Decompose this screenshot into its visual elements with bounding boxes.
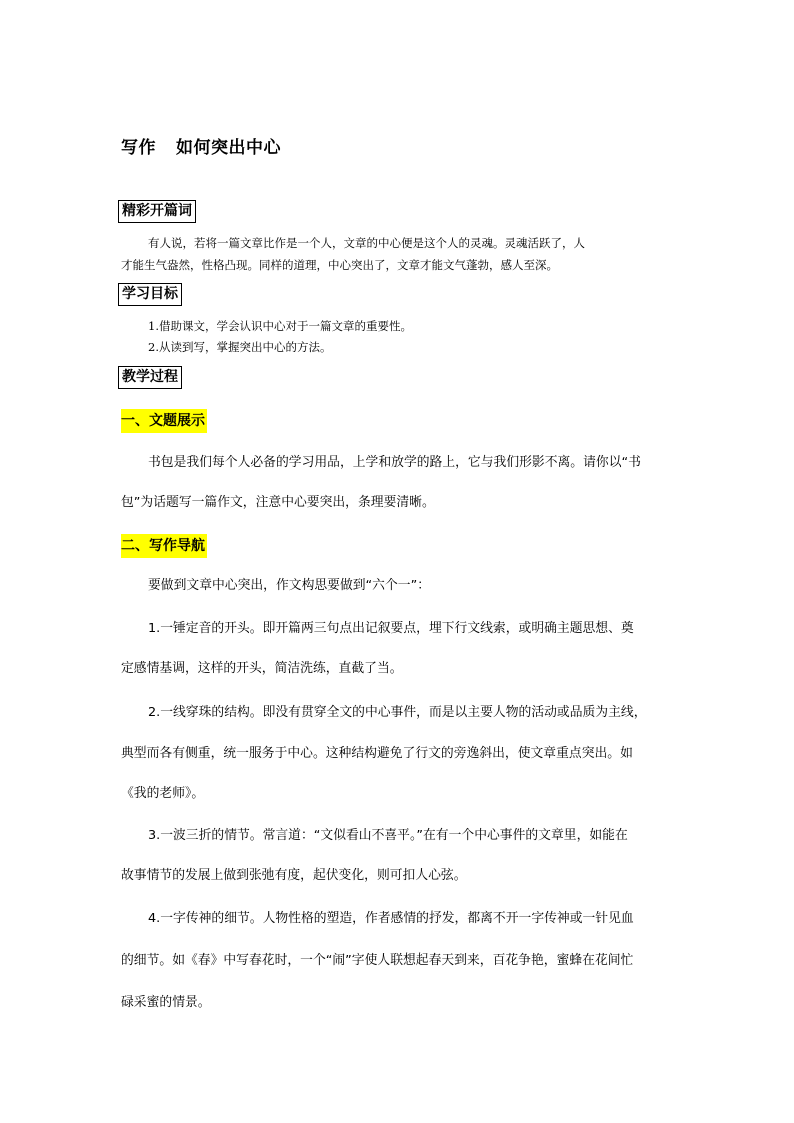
prompt-line-1: 书包是我们每个人必备的学习用品，上学和放学的路上，它与我们形影不离。请你以“书	[148, 455, 641, 470]
point-4-line-1: 4.一字传神的细节。人物性格的塑造，作者感情的抒发，都离不开一字传神或一针见血	[148, 911, 634, 926]
point-3-line-2: 故事情节的发展上做到张弛有度，起伏变化，则可扣人心弦。	[121, 868, 467, 883]
section-heading-process: 教学过程	[118, 366, 182, 389]
title-prefix: 写作	[121, 138, 156, 158]
intro-text-line-1: 有人说，若将一篇文章比作是一个人，文章的中心便是这个人的灵魂。灵魂活跃了，人	[148, 236, 585, 250]
point-1-line-2: 定感情基调，这样的开头，简洁洗练，直截了当。	[121, 661, 403, 676]
point-2-line-3: 《我的老师》。	[121, 786, 205, 801]
title-main: 如何突出中心	[176, 138, 281, 158]
intro-text-line-2: 才能生气盎然，性格凸现。同样的道理，中心突出了，文章才能文气蓬勃，感人至深。	[121, 258, 558, 272]
subheading-topic: 一、文题展示	[121, 409, 207, 433]
prompt-line-2: 包”为话题写一篇作文，注意中心要突出，条理要清晰。	[121, 495, 435, 510]
page-title	[121, 133, 281, 158]
section-heading-goals: 学习目标	[118, 283, 182, 306]
guide-intro: 要做到文章中心突出，作文构思要做到“六个一”：	[148, 578, 430, 593]
goal-item-1: 1.借助课文，学会认识中心对于一篇文章的重要性。	[148, 319, 412, 333]
point-2-line-1: 2.一线穿珠的结构。即没有贯穿全文的中心事件，而是以主要人物的活动或品质为主线，	[148, 705, 647, 720]
goal-item-2: 2.从读到写，掌握突出中心的方法。	[148, 340, 332, 354]
point-3-line-1: 3.一波三折的情节。常言道：“文似看山不喜平。”在有一个中心事件的文章里，如能在	[148, 828, 628, 843]
point-2-line-2: 典型而各有侧重，统一服务于中心。这种结构避免了行文的旁逸斜出，使文章重点突出。如	[121, 746, 633, 761]
point-4-line-2: 的细节。如《春》中写春花时，一个“闹”字使人联想起春天到来，百花争艳，蜜蜂在花间忙	[121, 953, 634, 968]
point-4-line-3: 碌采蜜的情景。	[121, 995, 211, 1010]
section-heading-intro: 精彩开篇词	[118, 200, 196, 223]
subheading-guide: 二、写作导航	[121, 534, 207, 558]
point-1-line-1: 1.一锤定音的开头。即开篇两三句点出记叙要点，埋下行文线索，或明确主题思想、奠	[148, 621, 634, 636]
